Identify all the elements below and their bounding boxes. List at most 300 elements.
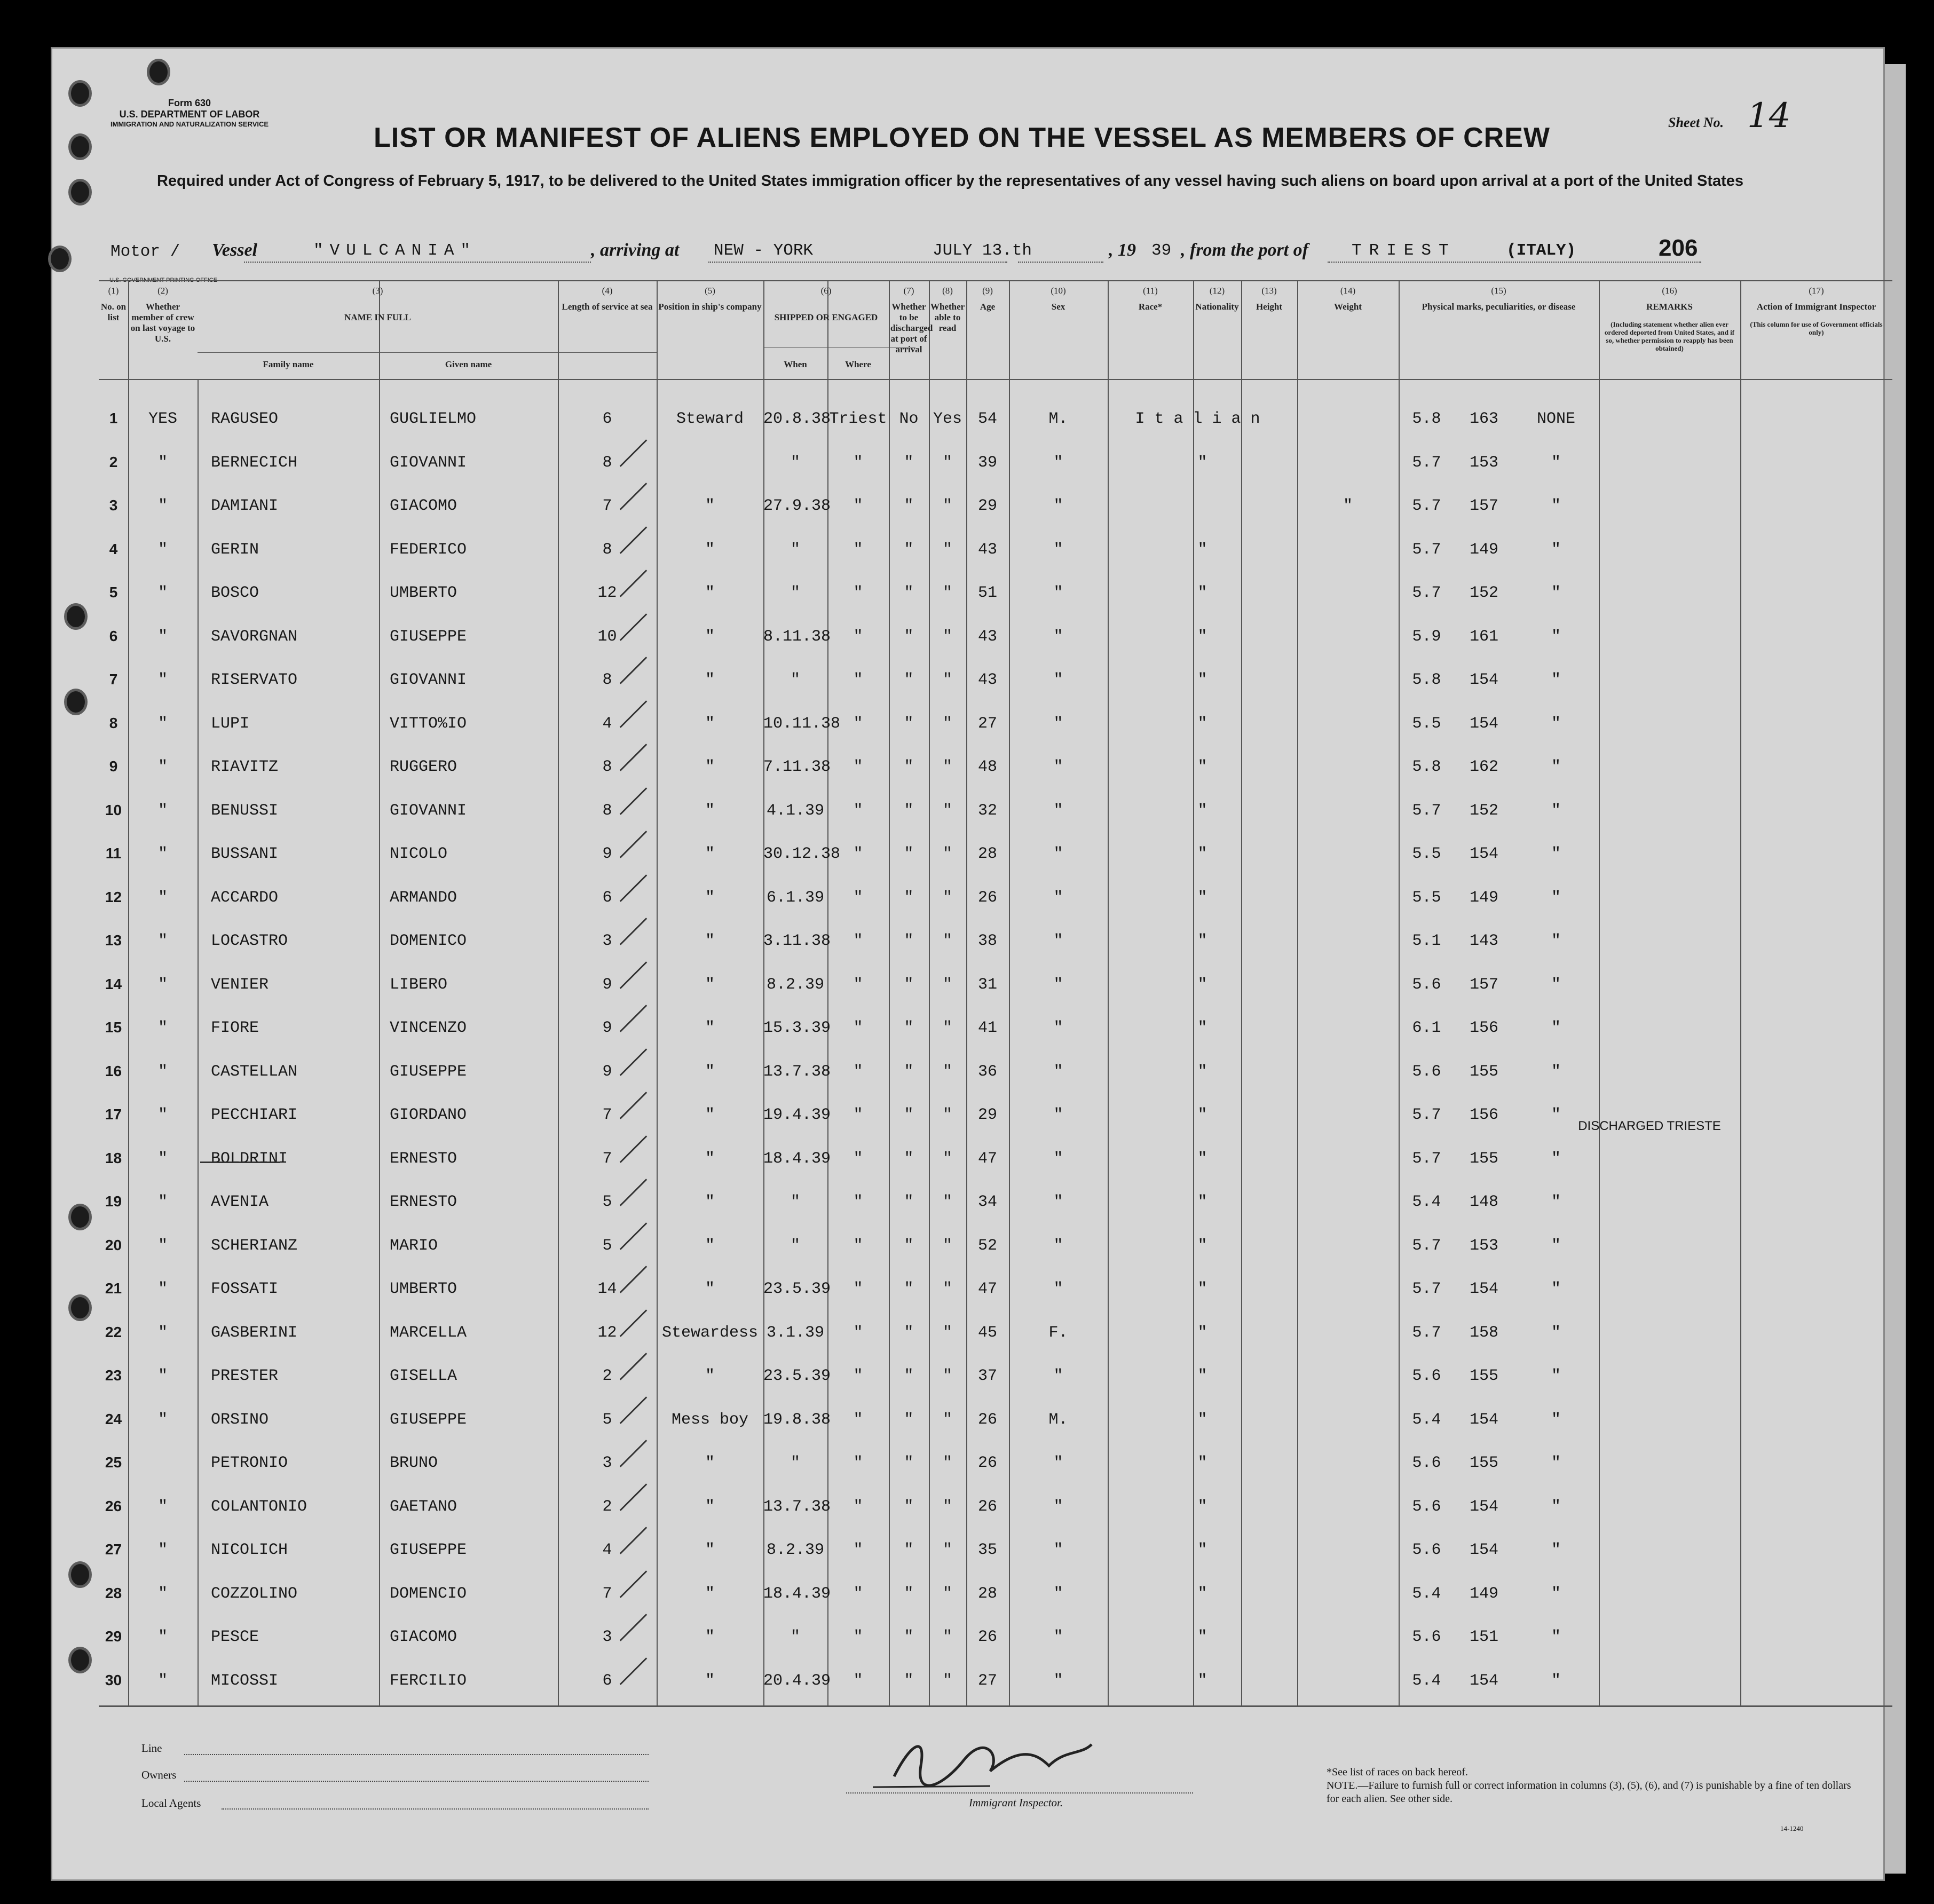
able-to-read-cell: "	[942, 1628, 952, 1646]
weight-cell: 143	[1469, 932, 1498, 950]
age-cell: 32	[977, 801, 997, 820]
table-row	[99, 667, 1892, 710]
physical-marks-cell: "	[1551, 1236, 1561, 1255]
previous-voyage-cell: "	[157, 1628, 168, 1646]
column-number: (7)	[903, 286, 914, 296]
shipped-where-cell: Triest	[829, 410, 887, 428]
able-to-read-cell: "	[942, 845, 952, 863]
service-length-cell: 8	[602, 801, 612, 820]
arrival-date: JULY 13.th	[933, 241, 1032, 260]
owners-label: Owners	[141, 1768, 177, 1781]
discharged-cell: "	[904, 714, 914, 733]
column-header: Sex	[1051, 302, 1065, 312]
table-row	[99, 1494, 1892, 1537]
physical-marks-cell: "	[1551, 845, 1561, 863]
sex-cell: "	[1053, 1280, 1063, 1298]
position-cell: Mess boy	[671, 1410, 749, 1429]
given-name-cell: UMBERTO	[390, 584, 457, 602]
weight-cell: 156	[1469, 1106, 1498, 1124]
sheet-number-label: Sheet No.	[1668, 115, 1724, 130]
previous-voyage-cell: "	[157, 497, 168, 515]
family-name-cell: LUPI	[211, 714, 250, 733]
shipped-when-cell: "	[790, 1193, 800, 1211]
sex-cell: "	[1053, 453, 1063, 472]
sex-cell: "	[1053, 1236, 1063, 1255]
given-name-cell: ERNESTO	[390, 1149, 457, 1168]
family-name-cell: ACCARDO	[211, 888, 279, 907]
physical-marks-cell: "	[1551, 453, 1561, 472]
physical-marks-cell: "	[1551, 1497, 1561, 1516]
physical-marks-cell: "	[1551, 801, 1561, 820]
column-header: Whether able to read	[930, 302, 965, 333]
shipped-when-cell: 23.5.39	[763, 1280, 831, 1298]
punch-hole-icon	[68, 1294, 92, 1321]
shipped-where-cell: "	[853, 671, 863, 689]
position-cell: "	[705, 758, 715, 776]
race-cell: Italian	[1135, 410, 1270, 428]
service-length-cell: 8	[602, 758, 612, 776]
previous-voyage-cell: "	[157, 1106, 168, 1124]
table-row	[99, 797, 1892, 841]
column-number: (6)	[820, 286, 832, 296]
row-number: 7	[109, 671, 118, 688]
discharged-cell: "	[904, 1193, 914, 1211]
table-row	[99, 841, 1892, 884]
table-row	[99, 1015, 1892, 1058]
discharged-cell: "	[904, 845, 914, 863]
discharged-cell: "	[904, 1628, 914, 1646]
age-cell: 27	[977, 714, 997, 733]
weight-cell: 161	[1469, 627, 1498, 646]
physical-marks-cell: "	[1551, 1149, 1561, 1168]
service-length-cell: 2	[602, 1367, 612, 1385]
table-row	[99, 1189, 1892, 1233]
age-cell: 35	[977, 1541, 997, 1559]
height-cell: 5.6	[1412, 1628, 1441, 1646]
physical-marks-cell: "	[1551, 1454, 1561, 1472]
position-cell: "	[705, 540, 715, 559]
given-name-cell: GIOVANNI	[390, 801, 467, 820]
previous-voyage-cell: "	[157, 888, 168, 907]
age-cell: 43	[977, 540, 997, 559]
races-note: *See list of races on back hereof.	[1327, 1766, 1468, 1778]
shipped-where-cell: "	[853, 1193, 863, 1211]
race-cell: "	[1197, 1541, 1207, 1559]
shipped-when-cell: 4.1.39	[766, 801, 825, 820]
row-number: 16	[105, 1062, 122, 1079]
family-name-cell: BENUSSI	[211, 801, 279, 820]
position-cell: "	[705, 888, 715, 907]
age-cell: 45	[977, 1323, 997, 1342]
age-cell: 29	[977, 497, 997, 515]
previous-voyage-cell: "	[157, 1541, 168, 1559]
position-cell: "	[705, 497, 715, 515]
family-name-cell: AVENIA	[211, 1193, 269, 1211]
sex-cell: M.	[1048, 1410, 1068, 1429]
service-length-cell: 7	[602, 1149, 612, 1168]
given-name-cell: DOMENICO	[390, 932, 467, 950]
weight-cell: 152	[1469, 584, 1498, 602]
height-cell: 5.8	[1412, 758, 1441, 776]
table-row	[99, 1363, 1892, 1407]
physical-marks-cell: "	[1551, 1541, 1561, 1559]
vessel-type: Motor /	[110, 242, 180, 261]
family-name-cell: MICOSSI	[211, 1671, 279, 1690]
given-name-cell: MARCELLA	[390, 1323, 467, 1342]
family-name-cell: FIORE	[211, 1019, 259, 1037]
previous-voyage-cell: "	[157, 758, 168, 776]
family-name-cell: PRESTER	[211, 1367, 279, 1385]
age-cell: 48	[977, 758, 997, 776]
race-cell: "	[1197, 627, 1207, 646]
discharged-cell: "	[904, 1236, 914, 1255]
physical-marks-cell: "	[1551, 497, 1561, 515]
weight-cell: 162	[1469, 758, 1498, 776]
weight-cell: 154	[1469, 1410, 1498, 1429]
row-number: 28	[105, 1584, 122, 1601]
race-cell: "	[1197, 714, 1207, 733]
discharged-cell: "	[904, 1541, 914, 1559]
discharged-cell: "	[904, 1280, 914, 1298]
sex-cell: "	[1053, 1019, 1063, 1037]
sex-cell: "	[1053, 497, 1063, 515]
strikethrough-line	[200, 1162, 280, 1163]
weight-cell: 155	[1469, 1149, 1498, 1168]
punch-hole-icon	[147, 59, 170, 85]
physical-marks-cell: "	[1551, 1062, 1561, 1081]
family-name-cell: COZZOLINO	[211, 1584, 298, 1603]
sex-cell: "	[1053, 1671, 1063, 1690]
able-to-read-cell: "	[942, 888, 952, 907]
family-name-cell: GERIN	[211, 540, 259, 559]
shipped-where-cell: "	[853, 1236, 863, 1255]
discharged-cell: "	[904, 627, 914, 646]
able-to-read-cell: "	[942, 1497, 952, 1516]
table-row	[99, 928, 1892, 971]
sex-cell: "	[1053, 932, 1063, 950]
race-cell: "	[1197, 1236, 1207, 1255]
previous-voyage-cell: "	[157, 932, 168, 950]
discharged-cell: "	[904, 1671, 914, 1690]
form-code: 14-1240	[1780, 1824, 1804, 1832]
given-name-cell: FEDERICO	[390, 540, 467, 559]
shipped-when-cell: 15.3.39	[763, 1019, 831, 1037]
shipped-where-cell: "	[853, 1584, 863, 1603]
height-cell: 5.4	[1412, 1671, 1441, 1690]
able-to-read-cell: "	[942, 1280, 952, 1298]
shipped-when-cell: "	[790, 671, 800, 689]
age-cell: 39	[977, 453, 997, 472]
inspector-signature	[862, 1723, 1161, 1803]
table-row	[99, 1233, 1892, 1276]
weight-cell: 153	[1469, 453, 1498, 472]
physical-marks-cell: "	[1551, 975, 1561, 994]
discharged-cell: "	[904, 671, 914, 689]
height-cell: 5.4	[1412, 1584, 1441, 1603]
race-cell: "	[1197, 1367, 1207, 1385]
given-name-cell: GIACOMO	[390, 1628, 457, 1646]
race-cell: "	[1197, 1149, 1207, 1168]
weight-cell: 149	[1469, 540, 1498, 559]
nationality-cell: "	[1343, 497, 1353, 515]
sex-cell: F.	[1048, 1323, 1068, 1342]
table-row	[99, 449, 1892, 493]
family-name-cell: PESCE	[211, 1628, 259, 1646]
able-to-read-cell: Yes	[933, 410, 962, 428]
service-length-cell: 6	[602, 888, 612, 907]
shipped-when-cell: 30.12.38	[763, 845, 841, 863]
punch-hole-icon	[68, 1561, 92, 1588]
column-number: (4)	[602, 286, 613, 296]
physical-marks-cell: "	[1551, 888, 1561, 907]
family-name-cell: LOCASTRO	[211, 932, 288, 950]
column-subheader: Where	[845, 359, 871, 369]
position-cell: "	[705, 1584, 715, 1603]
punch-hole-icon	[68, 1647, 92, 1673]
column-header: Nationality	[1195, 302, 1239, 312]
height-cell: 5.7	[1412, 453, 1441, 472]
weight-cell: 154	[1469, 1541, 1498, 1559]
family-name-cell: PETRONIO	[211, 1454, 288, 1472]
previous-voyage-cell: "	[157, 627, 168, 646]
position-cell: "	[705, 1497, 715, 1516]
service-length-cell: 7	[602, 1106, 612, 1124]
punch-hole-icon	[68, 1204, 92, 1230]
service-length-cell: 4	[602, 1541, 612, 1559]
column-subheader: Family name	[263, 359, 314, 369]
form-department: U.S. DEPARTMENT OF LABOR	[119, 109, 260, 120]
sex-cell: "	[1053, 627, 1063, 646]
arrival-port: NEW - YORK	[714, 241, 814, 260]
race-cell: "	[1197, 1193, 1207, 1211]
row-number: 27	[105, 1541, 122, 1558]
shipped-when-cell: 20.4.39	[763, 1671, 831, 1690]
previous-voyage-cell: "	[157, 453, 168, 472]
column-header: Length of service at sea	[562, 302, 653, 312]
shipped-where-cell: "	[853, 1671, 863, 1690]
height-cell: 5.6	[1412, 1062, 1441, 1081]
given-name-cell: BRUNO	[390, 1454, 438, 1472]
row-number: 12	[105, 888, 122, 905]
service-length-cell: 14	[597, 1280, 617, 1298]
position-cell: "	[705, 1280, 715, 1298]
previous-voyage-cell: "	[157, 540, 168, 559]
punch-hole-icon	[48, 246, 72, 272]
discharged-cell: No	[899, 410, 919, 428]
column-number: (14)	[1340, 286, 1356, 296]
physical-marks-cell: "	[1551, 1584, 1561, 1603]
physical-marks-cell: NONE	[1536, 410, 1575, 428]
shipped-when-cell: "	[790, 584, 800, 602]
height-cell: 5.4	[1412, 1193, 1441, 1211]
shipped-when-cell: 27.9.38	[763, 497, 831, 515]
family-name-cell: COLANTONIO	[211, 1497, 307, 1516]
height-cell: 5.7	[1412, 540, 1441, 559]
height-cell: 5.6	[1412, 1541, 1441, 1559]
given-name-cell: GAETANO	[390, 1497, 457, 1516]
weight-cell: 154	[1469, 1497, 1498, 1516]
column-header: Race*	[1138, 302, 1163, 312]
shipped-when-cell: "	[790, 453, 800, 472]
table-row	[99, 1450, 1892, 1494]
position-cell: "	[705, 1454, 715, 1472]
physical-marks-cell: "	[1551, 758, 1561, 776]
weight-cell: 154	[1469, 671, 1498, 689]
weight-cell: 154	[1469, 1671, 1498, 1690]
previous-voyage-cell: "	[157, 1367, 168, 1385]
discharged-cell: "	[904, 1019, 914, 1037]
family-name-cell: RAGUSEO	[211, 410, 279, 428]
row-number: 20	[105, 1236, 122, 1253]
shipped-when-cell: 3.11.38	[763, 932, 831, 950]
race-cell: "	[1197, 975, 1207, 994]
position-cell: "	[705, 975, 715, 994]
able-to-read-cell: "	[942, 671, 952, 689]
column-subheader: (This column for use of Government officials only)	[1750, 320, 1883, 336]
shipped-when-cell: 8.11.38	[763, 627, 831, 646]
race-cell: "	[1197, 758, 1207, 776]
row-number: 6	[109, 627, 118, 644]
weight-cell: 149	[1469, 1584, 1498, 1603]
previous-voyage-cell: "	[157, 1323, 168, 1342]
service-length-cell: 3	[602, 932, 612, 950]
previous-voyage-cell: "	[157, 584, 168, 602]
shipped-where-cell: "	[853, 453, 863, 472]
weight-cell: 148	[1469, 1193, 1498, 1211]
sex-cell: "	[1053, 1454, 1063, 1472]
family-name-cell: GASBERINI	[211, 1323, 298, 1342]
sheet-number: 14	[1747, 96, 1791, 136]
shipped-where-cell: "	[853, 497, 863, 515]
age-cell: 47	[977, 1149, 997, 1168]
shipped-where-cell: "	[853, 845, 863, 863]
arriving-label: , arriving at	[591, 240, 680, 260]
age-cell: 38	[977, 932, 997, 950]
height-cell: 5.7	[1412, 1149, 1441, 1168]
punch-hole-icon	[68, 179, 92, 206]
previous-voyage-cell: "	[157, 1280, 168, 1298]
sex-cell: "	[1053, 801, 1063, 820]
family-name-cell: CASTELLAN	[211, 1062, 298, 1081]
column-header: Physical marks, peculiarities, or disease	[1422, 302, 1576, 312]
column-number: (9)	[982, 286, 993, 296]
column-number: (13)	[1261, 286, 1277, 296]
table-row	[99, 1668, 1892, 1711]
given-name-cell: ERNESTO	[390, 1193, 457, 1211]
family-name-cell: SCHERIANZ	[211, 1236, 298, 1255]
age-cell: 37	[977, 1367, 997, 1385]
weight-cell: 154	[1469, 714, 1498, 733]
table-row	[99, 754, 1892, 797]
physical-marks-cell: "	[1551, 540, 1561, 559]
weight-cell: 157	[1469, 975, 1498, 994]
column-number: (8)	[942, 286, 953, 296]
age-cell: 29	[977, 1106, 997, 1124]
given-name-cell: GISELLA	[390, 1367, 457, 1385]
height-cell: 5.7	[1412, 497, 1441, 515]
physical-marks-cell: "	[1551, 671, 1561, 689]
column-number: (3)	[372, 286, 383, 296]
age-cell: 52	[977, 1236, 997, 1255]
shipped-where-cell: "	[853, 758, 863, 776]
from-port-label: , from the port of	[1181, 240, 1308, 260]
discharged-cell: "	[904, 932, 914, 950]
sheet-number-field	[1668, 96, 1790, 136]
able-to-read-cell: "	[942, 1323, 952, 1342]
position-cell: "	[705, 584, 715, 602]
previous-voyage-cell: "	[157, 1062, 168, 1081]
row-number: 5	[109, 584, 118, 601]
service-length-cell: 2	[602, 1497, 612, 1516]
service-length-cell: 12	[597, 584, 617, 602]
able-to-read-cell: "	[942, 1584, 952, 1603]
race-cell: "	[1197, 1280, 1207, 1298]
race-cell: "	[1197, 1062, 1207, 1081]
year-label: , 19	[1109, 240, 1136, 260]
sex-cell: "	[1053, 1367, 1063, 1385]
height-cell: 5.7	[1412, 1323, 1441, 1342]
discharged-cell: "	[904, 758, 914, 776]
given-name-cell: GIUSEPPE	[390, 627, 467, 646]
row-number: 29	[105, 1628, 122, 1645]
shipped-where-cell: "	[853, 975, 863, 994]
shipped-where-cell: "	[853, 888, 863, 907]
height-cell: 5.7	[1412, 1280, 1441, 1298]
punch-hole-icon	[64, 603, 88, 630]
age-cell: 34	[977, 1193, 997, 1211]
given-name-cell: FERCILIO	[390, 1671, 467, 1690]
table-row	[99, 1320, 1892, 1363]
manifest-title: LIST OR MANIFEST OF ALIENS EMPLOYED ON THE VESSEL AS MEMBERS OF CREW	[374, 122, 1550, 153]
discharged-cell: "	[904, 453, 914, 472]
shipped-where-cell: "	[853, 1323, 863, 1342]
shipped-where-cell: "	[853, 1019, 863, 1037]
position-cell: "	[705, 1628, 715, 1646]
physical-marks-cell: "	[1551, 932, 1561, 950]
shipped-when-cell: 13.7.38	[763, 1497, 831, 1516]
discharged-cell: "	[904, 975, 914, 994]
sex-cell: "	[1053, 1193, 1063, 1211]
discharged-cell: "	[904, 1584, 914, 1603]
height-cell: 5.7	[1412, 801, 1441, 820]
discharged-cell: "	[904, 1454, 914, 1472]
column-header: Age	[980, 302, 996, 312]
sex-cell: M.	[1048, 410, 1068, 428]
position-cell: "	[705, 1367, 715, 1385]
penalty-note: NOTE.—Failure to furnish full or correct information in columns (3), (5), (6), and (7) is punishable by a fine of ten dollars for each alien. See other side.	[1327, 1780, 1851, 1805]
previous-voyage-cell: "	[157, 845, 168, 863]
table-row	[99, 1145, 1892, 1189]
previous-voyage-cell: "	[157, 1584, 168, 1603]
position-cell: "	[705, 801, 715, 820]
vessel-label: Vessel	[212, 240, 257, 260]
weight-cell: 157	[1469, 497, 1498, 515]
race-cell: "	[1197, 1497, 1207, 1516]
height-cell: 5.6	[1412, 1367, 1441, 1385]
position-cell: "	[705, 1062, 715, 1081]
age-cell: 36	[977, 1062, 997, 1081]
able-to-read-cell: "	[942, 627, 952, 646]
row-number: 10	[105, 801, 122, 818]
column-header: REMARKS	[1646, 302, 1693, 312]
race-cell: "	[1197, 1628, 1207, 1646]
able-to-read-cell: "	[942, 1671, 952, 1690]
column-header: Position in ship's company	[658, 302, 762, 312]
sex-cell: "	[1053, 758, 1063, 776]
row-number: 15	[105, 1019, 122, 1036]
shipped-when-cell: 10.11.38	[763, 714, 841, 733]
shipped-when-cell: 8.2.39	[766, 975, 825, 994]
